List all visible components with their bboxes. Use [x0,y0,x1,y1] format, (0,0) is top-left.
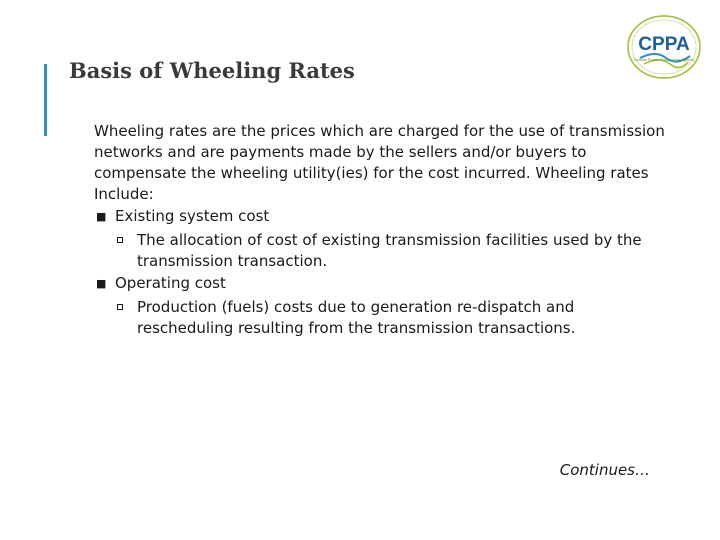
svg-text:CPPA: CPPA [638,34,690,55]
sub-list-item [94,297,674,339]
list-item-label: Operating cost [115,274,226,292]
list-item [94,273,674,294]
slide-title: Basis of Wheeling Rates [69,58,355,83]
square-bullet-icon: ■ [96,210,107,223]
slide-body [94,121,674,339]
intro-paragraph: Wheeling rates are the prices which are charged for the use of transmission networks and are payments made by the sellers and/or buyers to compensate the wheeling utility(ies) for the cost incurred. Wheeling rates Include: [94,122,665,203]
cppa-logo-icon [626,14,702,80]
hollow-square-bullet-icon [117,304,123,310]
list-item-label: Existing system cost [115,207,270,225]
list-item [94,206,674,227]
svg-text:Central Power Purchasing Agenc: Central Power Purchasing Agency [633,57,695,62]
title-accent-bar [44,64,47,136]
hollow-square-bullet-icon [117,237,123,243]
square-bullet-icon: ■ [96,277,107,290]
sub-list-item-text: Production (fuels) costs due to generation re-dispatch and rescheduling resulting from the transmission transactions. [137,298,576,337]
sub-list-item [94,230,674,272]
sub-list-item-text: The allocation of cost of existing transmission facilities used by the transmission transaction. [137,231,642,270]
continues-note: Continues… [559,461,650,479]
